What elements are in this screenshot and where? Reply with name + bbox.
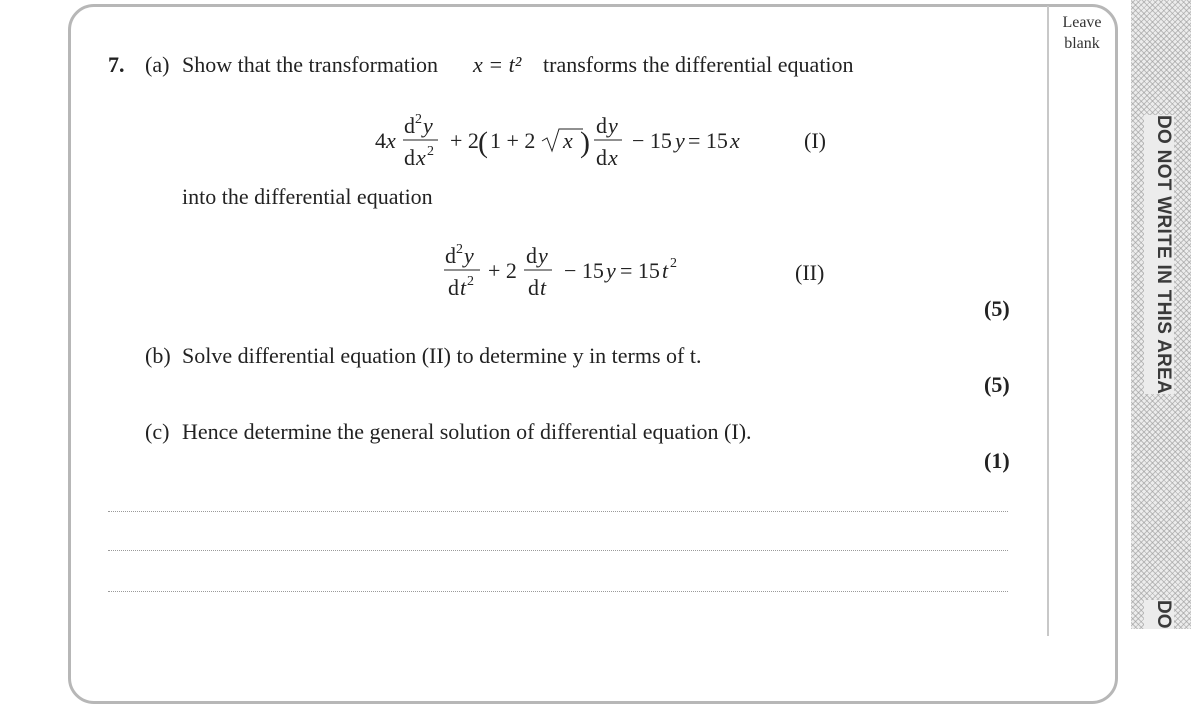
svg-text:x: x (608, 145, 618, 170)
svg-text:t: t (662, 258, 669, 283)
svg-text:y: y (423, 113, 433, 138)
svg-text:d: d (445, 243, 456, 268)
part-c-text: Hence determine the general solution of differential equation (I). (182, 419, 752, 444)
svg-text:− 15: − 15 (564, 258, 604, 283)
svg-text:= 15: = 15 (620, 258, 660, 283)
svg-text:t: t (460, 275, 467, 300)
svg-text:2: 2 (467, 274, 474, 289)
svg-text:t: t (540, 275, 547, 300)
svg-text:2: 2 (415, 112, 422, 127)
answer-line[interactable] (108, 511, 1008, 512)
svg-text:d: d (596, 113, 607, 138)
part-a-marks: (5) (984, 296, 1010, 321)
part-a-text-before: Show that the transformation (182, 52, 439, 77)
leave-label-line1: Leave (1062, 14, 1102, 31)
part-c-marks: (1) (984, 448, 1010, 473)
leave-blank-divider (1047, 6, 1049, 636)
equation-I-label: (I) (804, 128, 826, 153)
leave-label-line2: blank (1064, 35, 1100, 52)
svg-text:): ) (580, 126, 590, 159)
svg-text:x: x (416, 145, 426, 170)
svg-text:= 15: = 15 (688, 128, 728, 153)
svg-text:(: ( (478, 126, 488, 159)
do-not-write-notice-partial: DO (1144, 600, 1174, 629)
part-b-label: (b) (145, 343, 171, 368)
part-a-text-after: transforms the differential equation (543, 52, 854, 77)
answer-line[interactable] (108, 550, 1008, 551)
svg-text:2: 2 (670, 256, 677, 271)
part-c-label: (c) (145, 419, 170, 444)
svg-text:2: 2 (456, 242, 463, 257)
svg-text:+ 2: + 2 (450, 128, 479, 153)
svg-text:− 15: − 15 (632, 128, 672, 153)
svg-text:d: d (528, 275, 539, 300)
svg-text:4: 4 (375, 128, 386, 153)
equation-I (370, 105, 770, 180)
answer-line[interactable] (108, 591, 1008, 592)
svg-text:d: d (526, 243, 537, 268)
part-b-text: Solve differential equation (II) to determine y in terms of t. (182, 343, 702, 368)
question-number: 7. (108, 52, 125, 77)
svg-text:+ 2: + 2 (488, 258, 517, 283)
svg-text:d: d (404, 145, 415, 170)
svg-text:y: y (606, 258, 616, 283)
svg-text:d: d (448, 275, 459, 300)
svg-text:2: 2 (427, 144, 434, 159)
svg-text:d: d (404, 113, 415, 138)
svg-text:y: y (538, 243, 548, 268)
svg-text:y: y (675, 128, 685, 153)
equation-II (440, 235, 700, 310)
leave-blank-label (1052, 12, 1112, 54)
svg-text:y: y (464, 243, 474, 268)
transformation-expression: x = t² (473, 52, 522, 77)
svg-text:x: x (386, 128, 396, 153)
svg-text:1 + 2: 1 + 2 (490, 128, 536, 153)
svg-text:y: y (608, 113, 618, 138)
svg-text:x: x (563, 128, 573, 153)
part-b-marks: (5) (984, 372, 1010, 397)
into-text: into the differential equation (182, 184, 433, 209)
part-a-label: (a) (145, 52, 170, 77)
svg-text:x: x (730, 128, 740, 153)
equation-II-label: (II) (795, 260, 825, 285)
do-not-write-notice: DO NOT WRITE IN THIS AREA (1144, 115, 1174, 394)
svg-text:d: d (596, 145, 607, 170)
